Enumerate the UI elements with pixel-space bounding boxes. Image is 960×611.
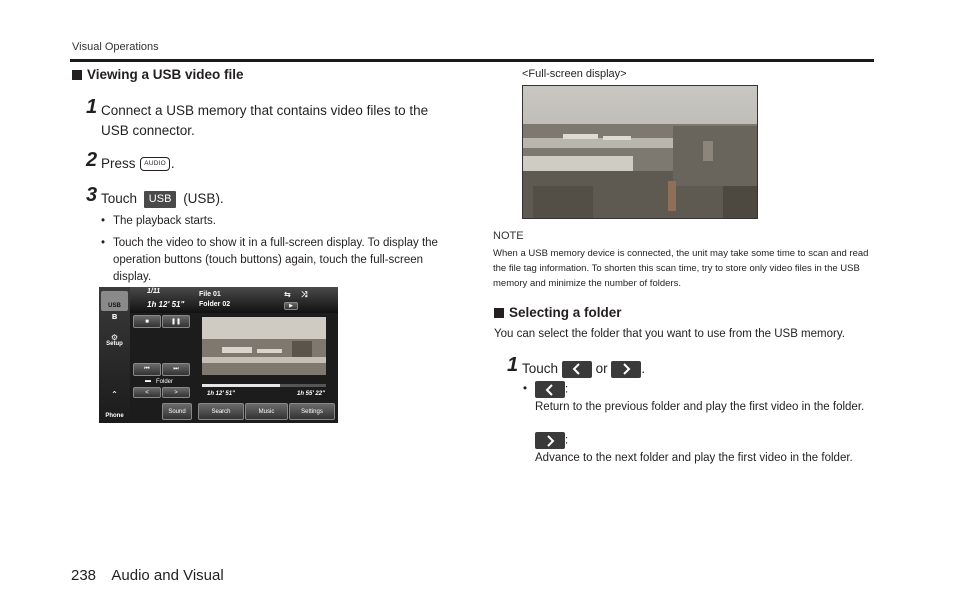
- step-text: Connect a USB memory that contains video files to the USB connector.: [101, 103, 429, 138]
- prev-folder-desc: Return to the previous folder and play the first video in the folder.: [535, 401, 865, 413]
- video-mode-icon: ▶: [284, 302, 298, 310]
- step-text: Press: [101, 156, 136, 171]
- florence-photo: [523, 86, 758, 219]
- next-folder-button-icon: [611, 361, 641, 378]
- selecting-folder-intro: You can select the folder that you want to use from the USB memory.: [494, 328, 845, 340]
- step-or: or: [595, 361, 608, 376]
- device-folder-label: Folder: [156, 379, 174, 385]
- page-footer: [71, 567, 224, 584]
- shuffle-icon: ⤨: [301, 290, 308, 299]
- note-body: When a USB memory device is connected, the unit may take some time to scan and read the file tag information. To shorten this scan time, try to store only video files in the USB memory and minimize the number of folders.: [493, 248, 869, 289]
- device-progress-fill: [202, 384, 280, 387]
- device-usb-item: USB: [101, 291, 128, 311]
- next-folder-icon: [535, 432, 565, 449]
- up-chevron-icon: ⌃: [111, 390, 118, 399]
- step-text-end: (USB).: [183, 191, 224, 206]
- folder-next-icon: >: [162, 387, 190, 398]
- bullet-playback-starts: • The playback starts.: [113, 213, 453, 230]
- page-number: 238: [71, 567, 97, 584]
- pause-icon: ❚❚: [162, 315, 190, 328]
- section-title-text: Selecting a folder: [509, 305, 622, 320]
- prev-folder-icon: [535, 381, 565, 398]
- prev-folder-bullet: • :: [535, 381, 568, 399]
- device-music-button: Music: [245, 403, 288, 420]
- full-screen-photo: [522, 85, 758, 219]
- section-title-usb-video: [72, 67, 244, 82]
- next-folder-label: :: [535, 432, 568, 450]
- device-folder: Folder 02: [199, 301, 231, 308]
- step-text-end: .: [170, 156, 175, 171]
- step-1: [86, 96, 456, 141]
- device-phone-item: Phone: [105, 413, 124, 419]
- footer-section: Audio and Visual: [111, 567, 224, 584]
- full-screen-caption: <Full-screen display>: [522, 68, 627, 80]
- section-title-selecting-folder: [494, 305, 622, 320]
- video-thumbnail: [202, 317, 326, 375]
- step-2: [86, 149, 175, 174]
- usb-button-icon: USB: [144, 191, 177, 208]
- step-text: Touch: [101, 191, 138, 206]
- device-search-button: Search: [198, 403, 244, 420]
- step-number: 1: [507, 354, 519, 376]
- next-track-icon: ⏭: [162, 363, 190, 376]
- step-text: Touch: [522, 361, 559, 376]
- running-header: Visual Operations: [72, 41, 159, 53]
- device-setup-item: Setup: [106, 341, 123, 347]
- folder-icon: ▬: [145, 378, 151, 384]
- square-bullet-icon: [72, 70, 82, 80]
- device-total: 1h 55' 22": [297, 391, 325, 397]
- step-number: 2: [86, 149, 98, 171]
- repeat-icon: ⇆: [284, 290, 291, 299]
- stop-icon: ■: [133, 315, 161, 328]
- device-screen-image: [99, 287, 338, 423]
- step-number: 1: [86, 96, 98, 118]
- device-progress-bar: [202, 384, 326, 387]
- prev-folder-button-icon: [562, 361, 592, 378]
- folder-step-1: [507, 354, 646, 379]
- device-file: File 01: [199, 291, 221, 298]
- device-settings-button: Settings: [289, 403, 335, 420]
- device-elapsed-top: 1h 12' 51": [147, 300, 185, 309]
- bullet-full-screen: • Touch the video to show it in a full-screen display. To display the operation buttons (touch buttons) again, touch the full-screen display.: [113, 235, 458, 286]
- audio-key-icon: AUDIO: [140, 157, 170, 171]
- folder-prev-icon: <: [133, 387, 161, 398]
- bluetooth-icon: ʙ: [111, 311, 118, 321]
- device-sound-button: Sound: [162, 403, 192, 420]
- prev-track-icon: ⏮: [133, 363, 161, 376]
- note-title: NOTE: [493, 230, 524, 242]
- section-title-text: Viewing a USB video file: [87, 67, 244, 82]
- device-video-frame: [202, 317, 326, 375]
- step-3: [86, 184, 224, 209]
- gear-icon: ⚙: [110, 333, 119, 342]
- step-text-end: .: [641, 361, 646, 376]
- square-bullet-icon: [494, 308, 504, 318]
- step-number: 3: [86, 184, 98, 206]
- header-rule: [70, 59, 874, 62]
- device-elapsed: 1h 12' 51": [207, 391, 235, 397]
- device-track-count: 1/11: [147, 288, 161, 295]
- next-folder-desc: Advance to the next folder and play the first video in the folder.: [535, 452, 853, 464]
